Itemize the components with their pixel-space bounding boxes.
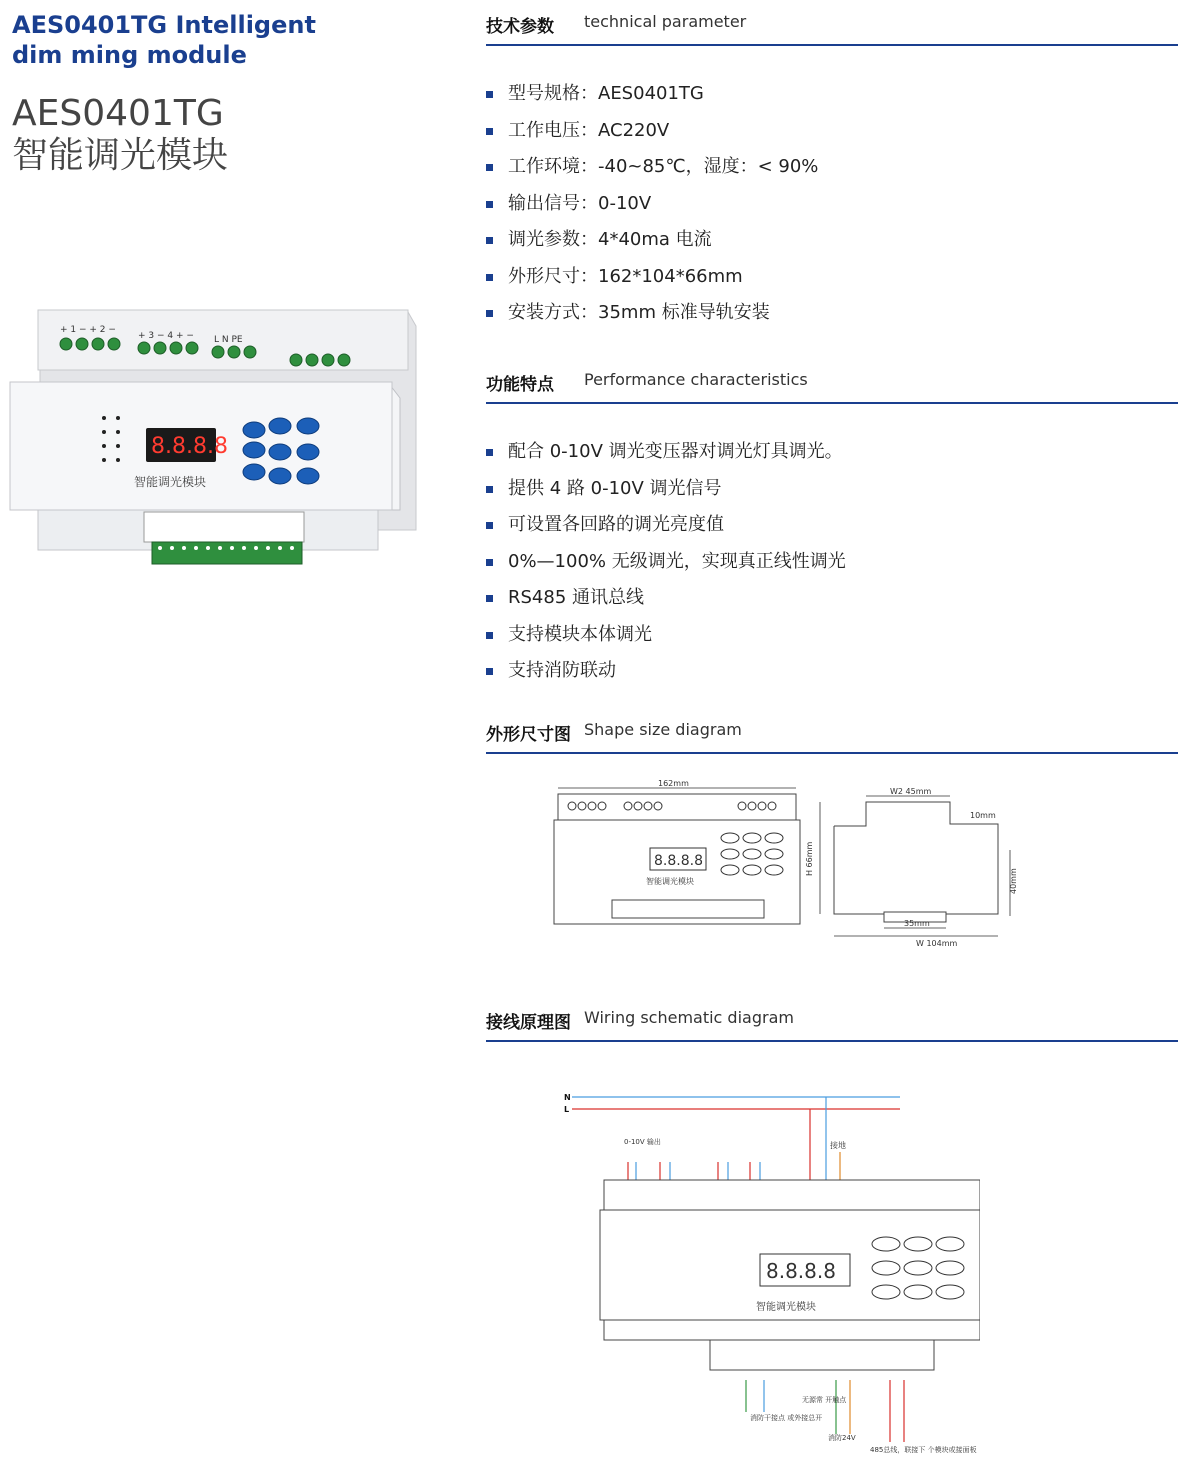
output-label: 0-10V 输出 bbox=[624, 1138, 661, 1146]
dim-40: 40mm bbox=[1009, 868, 1018, 894]
product-chinese-name: 智能调光模块 bbox=[12, 135, 229, 176]
dim-66: H 66mm bbox=[805, 841, 814, 876]
model-number: AES0401TG bbox=[12, 93, 224, 134]
list-item: 调光参数：4*40ma 电流 bbox=[486, 222, 818, 259]
svg-text:L N PE: L N PE bbox=[214, 335, 243, 345]
list-item: 安装方式：35mm 标准导轨安装 bbox=[486, 295, 818, 332]
list-item: 输出信号：0-10V bbox=[486, 186, 818, 223]
svg-text:+ 3 − 4 + −: + 3 − 4 + − bbox=[138, 331, 194, 341]
bus-label: 485总线，联接下 个模块或接面板 bbox=[870, 1446, 977, 1454]
shape-size-diagram bbox=[550, 776, 1030, 956]
section-tech-en: technical parameter bbox=[584, 12, 747, 31]
device-label: 智能调光模块 bbox=[134, 475, 207, 489]
dim-104: W 104mm bbox=[916, 939, 958, 948]
no-contact-label: 无源常 开触点 bbox=[802, 1396, 847, 1404]
section-perf-header bbox=[486, 362, 1178, 404]
list-item: RS485 通讯总线 bbox=[486, 580, 846, 617]
english-title: AES0401TG Intelligent dim ming module bbox=[12, 11, 316, 69]
svg-text:智能调光模块: 智能调光模块 bbox=[756, 1302, 816, 1313]
list-item: 工作环境：-40~85℃，湿度：< 90% bbox=[486, 149, 818, 186]
dim-35: 35mm bbox=[904, 919, 930, 928]
ground-label: 接地 bbox=[830, 1141, 846, 1150]
wire-l-label: L bbox=[564, 1105, 570, 1114]
section-tech-zh: 技术参数 bbox=[486, 17, 554, 37]
tech-param-list bbox=[486, 76, 818, 332]
product-photo bbox=[8, 290, 418, 580]
list-item: 提供 4 路 0-10V 调光信号 bbox=[486, 471, 846, 508]
list-item: 支持模块本体调光 bbox=[486, 617, 846, 654]
svg-text:智能调光模块: 智能调光模块 bbox=[646, 877, 694, 886]
list-item: 0%—100% 无级调光，实现真正线性调光 bbox=[486, 544, 846, 581]
svg-text:+ 1 − + 2 −: + 1 − + 2 − bbox=[60, 325, 116, 335]
fire24-label: 消防24V bbox=[828, 1434, 856, 1442]
device-display: 8.8.8.8 bbox=[151, 434, 228, 459]
section-perf-zh: 功能特点 bbox=[486, 375, 554, 395]
wiring-diagram bbox=[560, 1080, 980, 1460]
section-wiring-header bbox=[486, 1000, 1178, 1042]
list-item: 外形尺寸：162*104*66mm bbox=[486, 259, 818, 296]
section-wiring-zh: 接线原理图 bbox=[486, 1013, 571, 1033]
fire-dry-label: 消防干接点 或外接总开 bbox=[750, 1414, 823, 1422]
dim-w2: W2 45mm bbox=[890, 787, 932, 796]
wire-n-label: N bbox=[564, 1093, 571, 1102]
list-item: 工作电压：AC220V bbox=[486, 113, 818, 150]
section-tech-header bbox=[486, 4, 1178, 46]
svg-text:8.8.8.8: 8.8.8.8 bbox=[766, 1259, 836, 1283]
section-perf-en: Performance characteristics bbox=[584, 370, 808, 389]
list-item: 可设置各回路的调光亮度值 bbox=[486, 507, 846, 544]
section-shape-zh: 外形尺寸图 bbox=[486, 725, 571, 745]
section-wiring-en: Wiring schematic diagram bbox=[584, 1008, 794, 1027]
list-item: 支持消防联动 bbox=[486, 653, 846, 690]
feature-list bbox=[486, 434, 846, 690]
dim-162: 162mm bbox=[658, 779, 689, 788]
svg-text:8.8.8.8: 8.8.8.8 bbox=[654, 853, 703, 869]
dim-10: 10mm bbox=[970, 811, 996, 820]
list-item: 型号规格：AES0401TG bbox=[486, 76, 818, 113]
list-item: 配合 0-10V 调光变压器对调光灯具调光。 bbox=[486, 434, 846, 471]
section-shape-en: Shape size diagram bbox=[584, 720, 742, 739]
section-shape-header bbox=[486, 712, 1178, 754]
